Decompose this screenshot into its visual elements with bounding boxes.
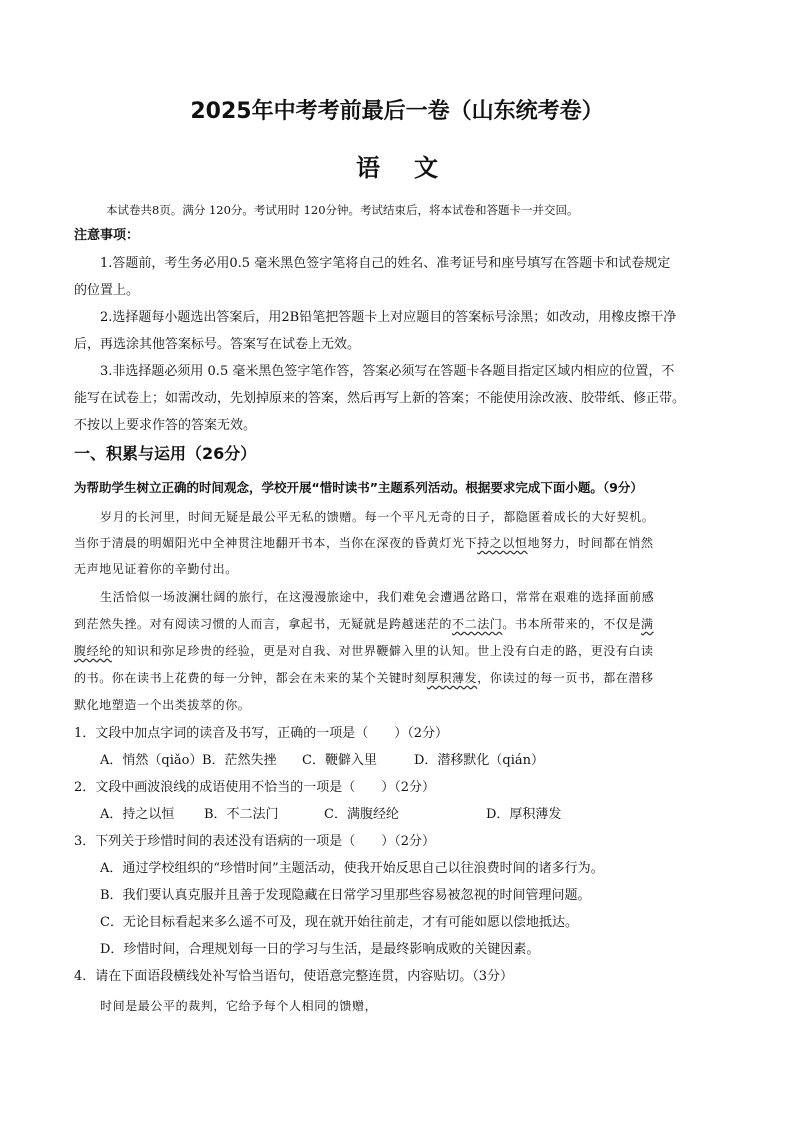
q4-passage-line-1: 时间是最公平的裁判，它给予每个人相同的馈赠， (100, 999, 378, 1013)
notice-item-3-line-2: 能写在试卷上；如需改动，先划掉原来的答案，然后再写上新的答案；不能使用涂改液、胶带纸、修正带。 (74, 391, 686, 406)
idiom-manfu-part2: 腹经纶 (74, 644, 112, 658)
subject-title (0, 148, 794, 183)
notice-item-3-line-1: 3.非选择题必须用 0.5 毫米黑色签字笔作答，答案必须写在答题卡各题目指定区域内相应的位置，不 (100, 364, 675, 379)
q2-option-d: D．厚积薄发 (486, 807, 562, 822)
question-1-options (100, 751, 750, 771)
question-3-stem: 3．下列关于珍惜时间的表述没有语病的一项是（ ）（2分） (74, 834, 436, 849)
passage-p1-line-2: 当你于清晨的明媚阳光中全神贯注地翻开书本，当你在深夜的昏黄灯光下持之以恒地努力，时间都在悄然 (74, 536, 654, 550)
notice-item-2-line-1: 2.选择题每小题选出答案后，用2B铅笔把答题卡上对应题目的答案标号涂黑；如改动，用橡皮擦干净 (100, 310, 677, 325)
exam-intro: 本试卷共8页。满分 120分。考试用时 120分钟。考试结束后，将本试卷和答题卡一并交回。 (106, 203, 579, 217)
idiom-chizhiyiheng: 持之以恒 (477, 536, 528, 550)
notice-item-1-line-1: 1.答题前，考生务必用0.5 毫米黑色签字笔将自己的姓名、准考证号和座号填写在答题卡和试卷规定 (100, 256, 671, 271)
idiom-buerfamen: 不二法门 (452, 617, 503, 631)
q3-option-a: A．通过学校组织的“珍惜时间”主题活动，使我开始反思自己以往浪费时间的诸多行为。 (100, 861, 604, 876)
subject-char-2: 文 (414, 154, 438, 182)
passage-p1-line-1: 岁月的长河里，时间无疑是最公平无私的馈赠。每一个平凡无奇的日子，都隐匿着成长的大好契机。 (100, 510, 655, 524)
q1-option-a: A．悄然（qiǎo） (100, 753, 203, 768)
q3-option-d: D．珍惜时间，合理规划每一日的学习与生活，是最终影响成败的关键因素。 (100, 942, 540, 957)
passage-p2-line-1: 生活恰似一场波澜壮阔的旅行，在这漫漫旅途中，我们难免会遭遇岔路口，常常在艰难的选择面前感 (100, 590, 655, 604)
q2-option-b: B．不二法门 (204, 807, 279, 822)
q2-option-c: C．满腹经纶 (324, 807, 399, 822)
notice-item-3-line-3: 不按以上要求作答的答案无效。 (74, 418, 257, 433)
notice-item-1-line-2: 的位置上。 (74, 283, 140, 298)
question-2-stem: 2．文段中画波浪线的成语使用不恰当的一项是（ ）（2分） (74, 780, 436, 795)
notice-item-2-line-2: 后，再选涂其他答案标号。答案写在试卷上无效。 (74, 337, 361, 352)
idiom-manfu-part1: 满 (641, 617, 654, 631)
question-1-stem: 1．文段中加点字词的读音及书写，正确的一项是（ ）（2分） (74, 726, 449, 741)
q3-option-c: C．无论目标看起来多么遥不可及，现在就开始往前走，才有可能如愿以偿地抵达。 (100, 915, 578, 930)
passage-p1-line-3: 无声地见证着你的辛勤付出。 (74, 562, 238, 576)
passage-p2-line-3: 腹经纶的知识和弥足珍贵的经验，更是对自我、对世界鞭僻入里的认知。世上没有白走的路，更没有白读 (74, 644, 654, 658)
passage-p2-line-5: 默化地塑造一个出类拔萃的你。 (74, 698, 251, 712)
section-1-lead: 为帮助学生树立正确的时间观念，学校开展“惜时读书”主题系列活动。根据要求完成下面小题。（9分） (74, 480, 643, 495)
passage-p2-line-4: 的书。你在读书上花费的每一分钟，都会在未来的某个关键时刻厚积薄发，你读过的每一页书，都在潜移 (74, 671, 654, 685)
q3-option-b: B．我们要认真克服并且善于发现隐藏在日常学习里那些容易被忽视的时间管理问题。 (100, 888, 591, 903)
q1-option-d: D．潜移默化（qián） (414, 753, 545, 768)
passage-p2-line-2: 到茫然失挫。对有阅读习惯的人而言，拿起书，无疑就是跨越迷茫的不二法门。书本所带来的，不仅是满 (74, 617, 654, 631)
q1-option-c: C．鞭僻入里 (302, 753, 377, 768)
notice-heading: 注意事项： (74, 228, 140, 243)
exam-title: 2025年中考考前最后一卷（山东统考卷） (190, 99, 604, 124)
question-4-stem: 4．请在下面语段横线处补写恰当语句，使语意完整连贯，内容贴切。（3分） (74, 969, 514, 984)
q2-option-a: A．持之以恒 (100, 807, 175, 822)
section-1-heading: 一、积累与运用（26分） (74, 444, 257, 463)
subject-char-1: 语 (356, 154, 380, 182)
question-2-options (100, 805, 750, 825)
idiom-houjibofa: 厚积薄发 (426, 671, 478, 685)
q1-option-b: B．茫然失挫 (202, 753, 277, 768)
